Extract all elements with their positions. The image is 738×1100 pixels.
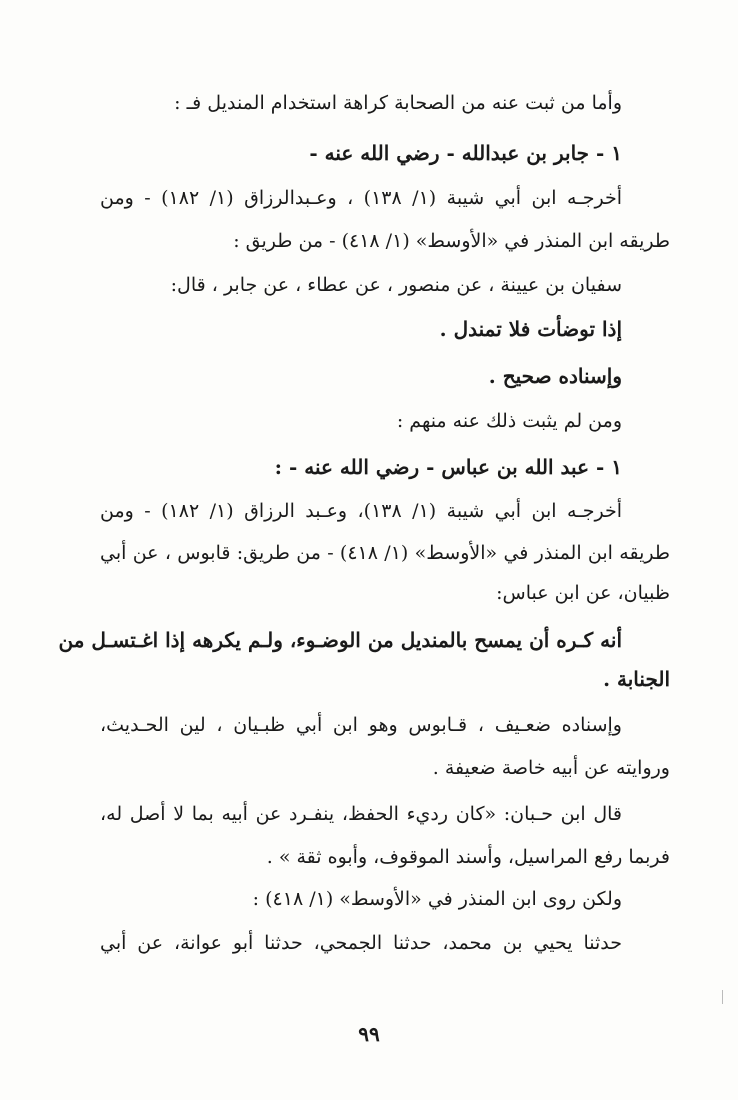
scan-edge-mark (722, 990, 723, 1004)
book-page (58, 0, 670, 1100)
text-line: أخرجـه ابن أبي شيبة (١/ ١٣٨)، وعـبد الرزاق (١/ ١٨٢) - ومن (100, 500, 622, 522)
grading-line: وإسناده صحيح . (488, 364, 622, 388)
text-line: طريقه ابن المنذر في «الأوسط» (١/ ٤١٨) - من طريق : (233, 230, 670, 252)
text-line: ظبيان، عن ابن عباس: (496, 582, 670, 604)
text-line: أخرجـه ابن أبي شيبة (١/ ١٣٨) ، وعـبدالرزاق (١/ ١٨٢) - ومن (100, 187, 622, 209)
text-line: سفيان بن عيينة ، عن منصور ، عن عطاء ، عن جابر ، قال: (170, 274, 622, 296)
page-number: ٩٩ (358, 1022, 380, 1046)
quote-line: إذا توضأت فلا تمندل . (439, 317, 622, 341)
quote-line: أنه كـره أن يمسح بالمنديل من الوضـوء، ولـم يكرهه إذا اغـتسـل من (58, 628, 622, 652)
text-line: طريقه ابن المنذر في «الأوسط» (١/ ٤١٨) - من طريق: قابوس ، عن أبي (100, 542, 670, 564)
section-heading: ١ - عبد الله بن عباس - رضي الله عنه - : (274, 455, 622, 479)
text-line: حدثنا يحيي بن محمد، حدثنا الجمحي، حدثنا أبو عوانة، عن أبي (100, 932, 622, 954)
text-line: قال ابن حـبان: «كان رديء الحفظ، ينفـرد عن أبيه بما لا أصل له، (100, 803, 622, 825)
quote-line: الجنابة . (603, 667, 670, 691)
text-line: فربما رفع المراسيل، وأسند الموقوف، وأبوه ثقة » . (266, 846, 670, 868)
text-line: وروايته عن أبيه خاصة ضعيفة . (432, 757, 670, 779)
section-heading: ١ - جابر بن عبدالله - رضي الله عنه - (309, 141, 622, 165)
text-line: ولكن روى ابن المنذر في «الأوسط» (١/ ٤١٨) : (252, 888, 622, 910)
text-line: ومن لم يثبت ذلك عنه منهم : (396, 410, 622, 432)
text-line: وأما من ثبت عنه من الصحابة كراهة استخدام المنديل فـ : (174, 92, 622, 114)
text-line: وإسناده ضعـيف ، قـابوس وهو ابن أبي ظبـيان ، لين الحـديث، (100, 714, 622, 736)
